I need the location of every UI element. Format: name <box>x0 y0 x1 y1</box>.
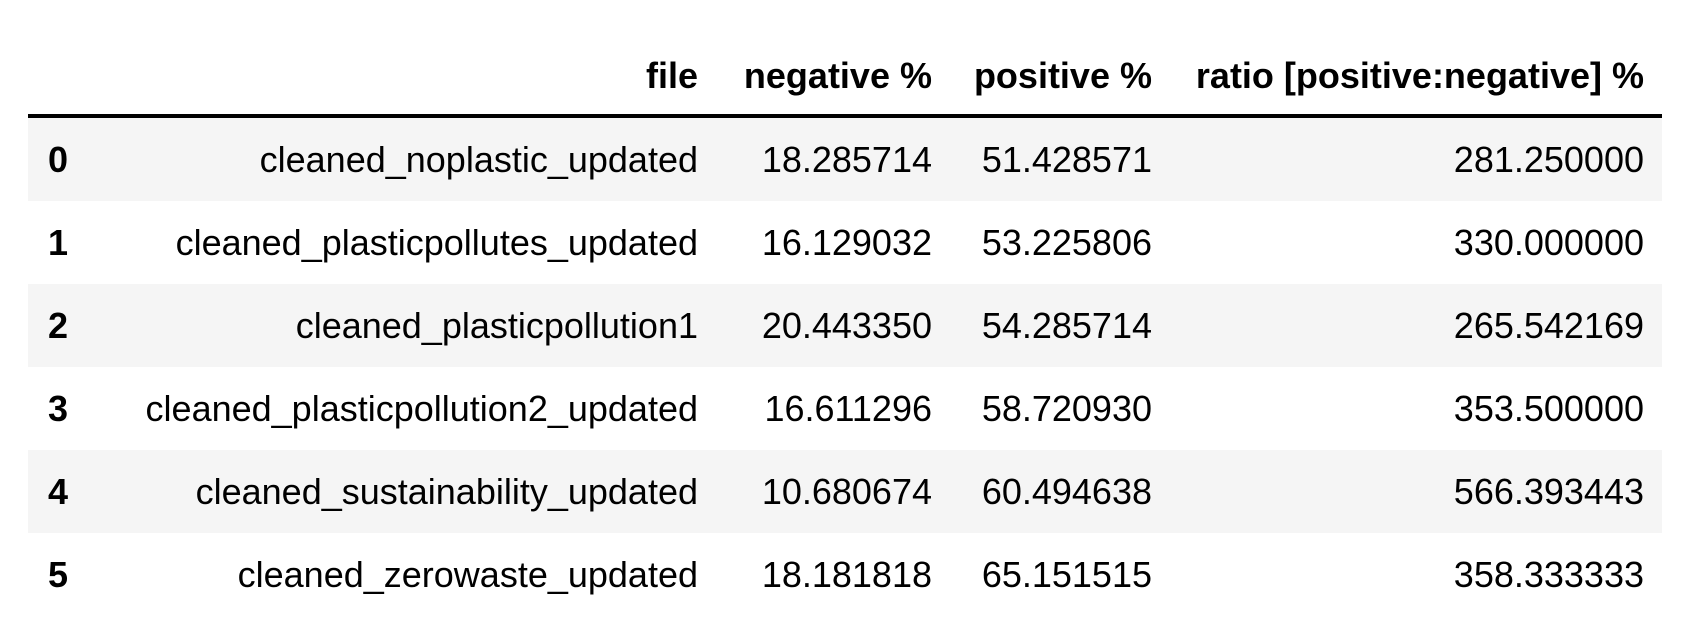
table-row <box>28 533 1662 616</box>
cell-ratio: 281.250000 <box>1453 138 1644 180</box>
cell-negative: 10.680674 <box>761 470 932 512</box>
cell-positive: 54.285714 <box>981 304 1152 346</box>
cell-positive: 53.225806 <box>981 221 1152 263</box>
cell-file: cleaned_sustainability_updated <box>195 470 698 512</box>
header-file: file <box>108 38 716 116</box>
row-index: 4 <box>48 470 69 512</box>
header-index <box>28 38 108 116</box>
cell-positive: 51.428571 <box>981 138 1152 180</box>
cell-file: cleaned_plasticpollution2_updated <box>145 387 698 429</box>
cell-ratio: 330.000000 <box>1453 221 1644 263</box>
cell-ratio: 353.500000 <box>1453 387 1644 429</box>
cell-ratio: 358.333333 <box>1453 553 1644 595</box>
cell-file: cleaned_plasticpollutes_updated <box>175 221 698 263</box>
dataframe-table <box>28 38 1662 616</box>
cell-negative: 20.443350 <box>761 304 932 346</box>
table-header <box>28 38 1662 116</box>
table-row <box>28 116 1662 201</box>
cell-positive: 58.720930 <box>981 387 1152 429</box>
header-positive: positive % <box>950 38 1170 116</box>
cell-positive: 60.494638 <box>981 470 1152 512</box>
table-row <box>28 367 1662 450</box>
header-ratio: ratio [positive:negative] % <box>1170 38 1662 116</box>
row-index: 1 <box>48 221 69 263</box>
header-negative: negative % <box>716 38 950 116</box>
header-row <box>28 38 1662 116</box>
cell-file: cleaned_zerowaste_updated <box>237 553 698 595</box>
table-row <box>28 450 1662 533</box>
cell-negative: 18.181818 <box>761 553 932 595</box>
row-index: 0 <box>48 138 69 180</box>
cell-negative: 16.611296 <box>764 387 932 429</box>
table-body <box>28 116 1662 616</box>
dataframe-output <box>28 38 1662 616</box>
row-index: 3 <box>48 387 69 429</box>
cell-file: cleaned_plasticpollution1 <box>295 304 698 346</box>
cell-ratio: 566.393443 <box>1453 470 1644 512</box>
cell-positive: 65.151515 <box>981 553 1152 595</box>
cell-negative: 18.285714 <box>761 138 932 180</box>
cell-ratio: 265.542169 <box>1453 304 1644 346</box>
row-index: 5 <box>48 553 69 595</box>
cell-negative: 16.129032 <box>761 221 932 263</box>
row-index: 2 <box>48 304 69 346</box>
table-row <box>28 201 1662 284</box>
table-row <box>28 284 1662 367</box>
cell-file: cleaned_noplastic_updated <box>259 138 698 180</box>
